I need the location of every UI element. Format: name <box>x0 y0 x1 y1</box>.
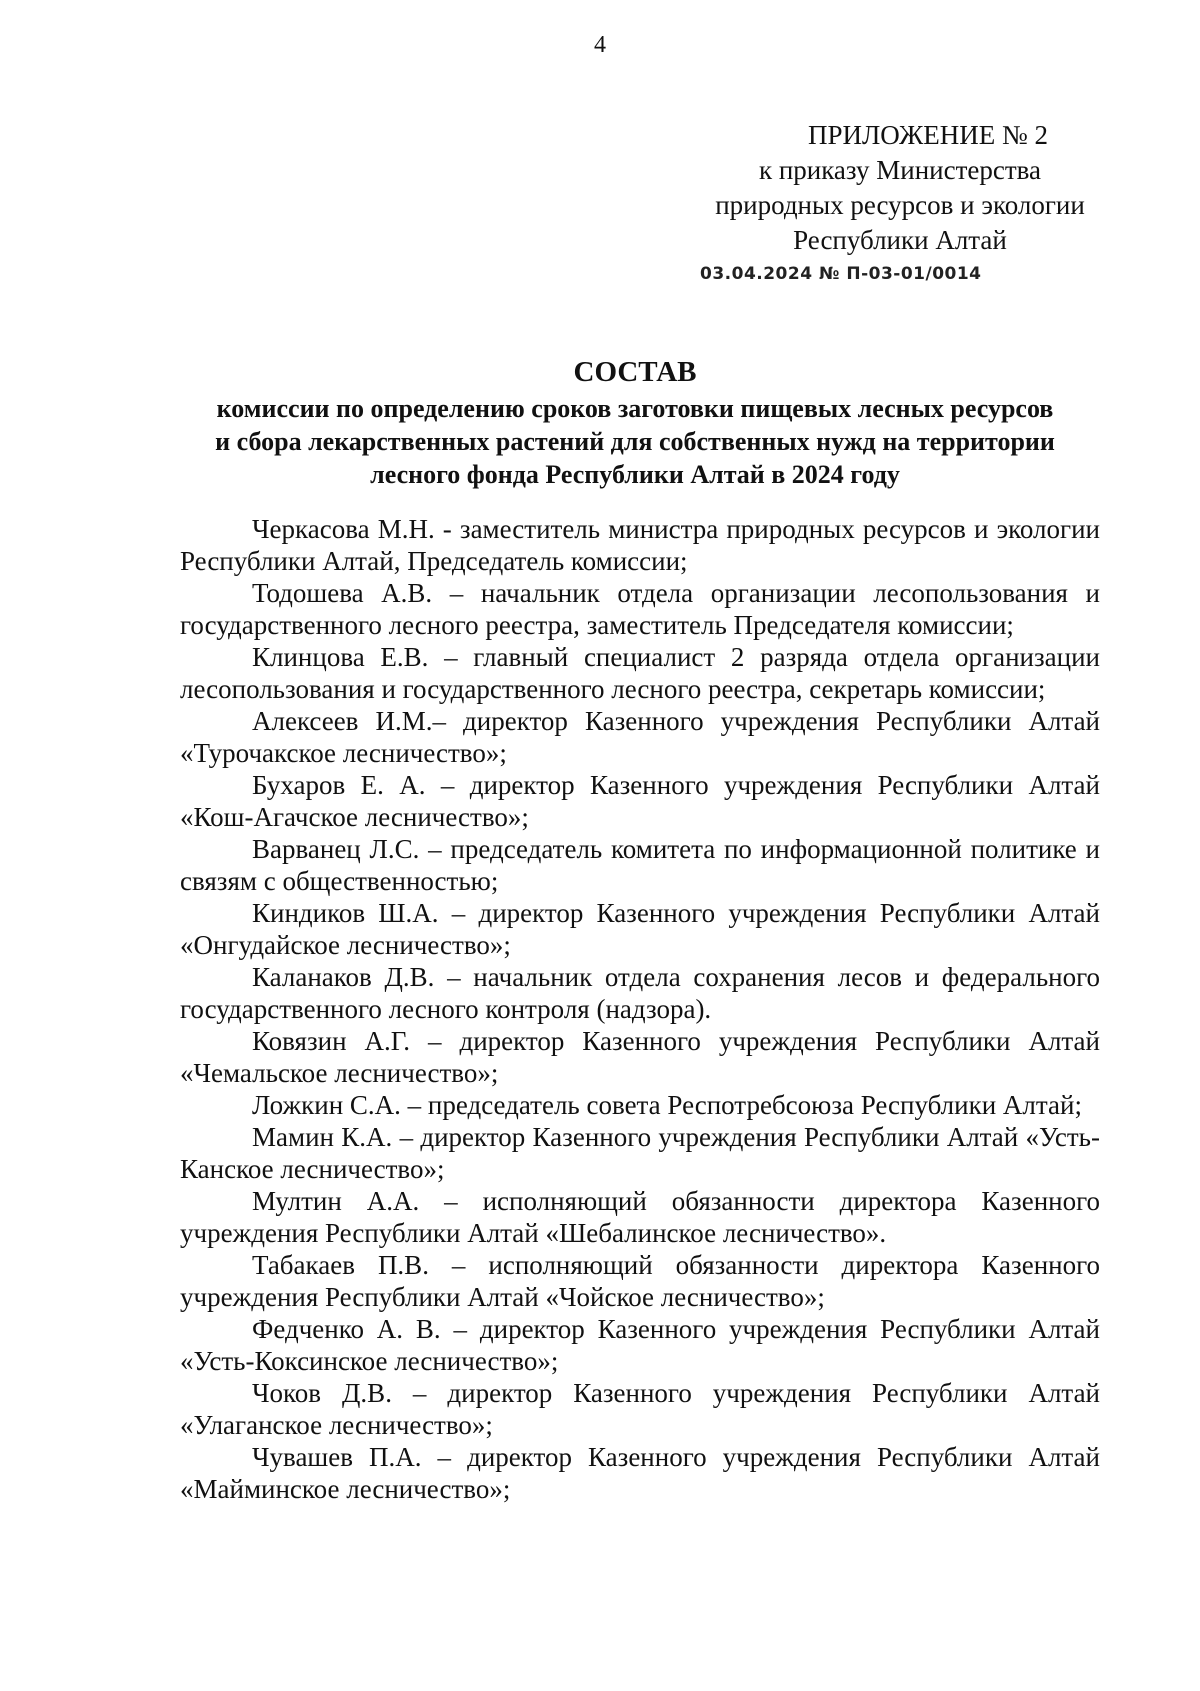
member-entry: Федченко А. В. – директор Казенного учреждения Республики Алтай «Усть-Коксинское лесничество»; <box>180 1314 1100 1376</box>
member-entry: Каланаков Д.В. – начальник отдела сохранения лесов и федерального государственного лесного контроля (надзора). <box>180 962 1100 1024</box>
member-entry: Ковязин А.Г. – директор Казенного учреждения Республики Алтай «Чемальское лесничество»; <box>180 1026 1100 1088</box>
member-entry: Чоков Д.В. – директор Казенного учреждения Республики Алтай «Улаганское лесничество»; <box>180 1378 1100 1440</box>
appendix-block <box>690 118 1110 258</box>
subtitle-line-1: комиссии по определению сроков заготовки пищевых лесных ресурсов <box>216 394 1054 423</box>
appendix-line-3: Республики Алтай <box>793 225 1007 255</box>
member-entry: Черкасова М.Н. - заместитель министра природных ресурсов и экологии Республики Алтай, Председатель комиссии; <box>180 514 1100 576</box>
member-entry: Алексеев И.М.– директор Казенного учреждения Республики Алтай «Турочакское лесничество»; <box>180 706 1100 768</box>
document-title: СОСТАВ <box>573 356 697 388</box>
title-block <box>160 352 1110 491</box>
page-number: 4 <box>594 32 606 58</box>
member-entry: Табакаев П.В. – исполняющий обязанности директора Казенного учреждения Республики Алтай «Чойское лесничество»; <box>180 1250 1100 1312</box>
member-entry: Мултин А.А. – исполняющий обязанности директора Казенного учреждения Республики Алтай «Шебалинское лесничество». <box>180 1186 1100 1248</box>
member-entry: Мамин К.А. – директор Казенного учреждения Республики Алтай «Усть-Канское лесничество»; <box>180 1122 1100 1184</box>
appendix-line-1: к приказу Министерства <box>758 155 1042 185</box>
member-entry: Ложкин С.А. – председатель совета Респотребсоюза Республики Алтай; <box>252 1090 1082 1120</box>
member-entry: Бухаров Е. А. – директор Казенного учреждения Республики Алтай «Кош-Агачское лесничество»; <box>180 770 1100 832</box>
order-number-stamp: 03.04.2024 № П-03-01/0014 <box>700 264 982 284</box>
member-entry: Тодошева А.В. – начальник отдела организации лесопользования и государственного лесного реестра, заместитель Председателя комиссии; <box>180 578 1100 640</box>
document-subtitle <box>160 392 1110 491</box>
member-entry: Киндиков Ш.А. – директор Казенного учреждения Республики Алтай «Онгудайское лесничество»; <box>180 898 1100 960</box>
commission-members-list <box>180 513 1100 1505</box>
appendix-heading: ПРИЛОЖЕНИЕ № 2 <box>807 120 1049 150</box>
member-entry: Клинцова Е.В. – главный специалист 2 разряда отдела организации лесопользования и государственного лесного реестра, секретарь комиссии; <box>180 642 1100 704</box>
appendix-line-2: природных ресурсов и экологии <box>715 190 1085 220</box>
member-entry: Чувашев П.А. – директор Казенного учреждения Республики Алтай «Майминское лесничество»; <box>180 1442 1100 1504</box>
subtitle-line-2: и сбора лекарственных растений для собственных нужд на территории <box>215 427 1055 456</box>
member-entry: Варванец Л.С. – председатель комитета по информационной политике и связям с общественностью; <box>180 834 1100 896</box>
subtitle-line-3: лесного фонда Республики Алтай в 2024 году <box>370 460 900 489</box>
